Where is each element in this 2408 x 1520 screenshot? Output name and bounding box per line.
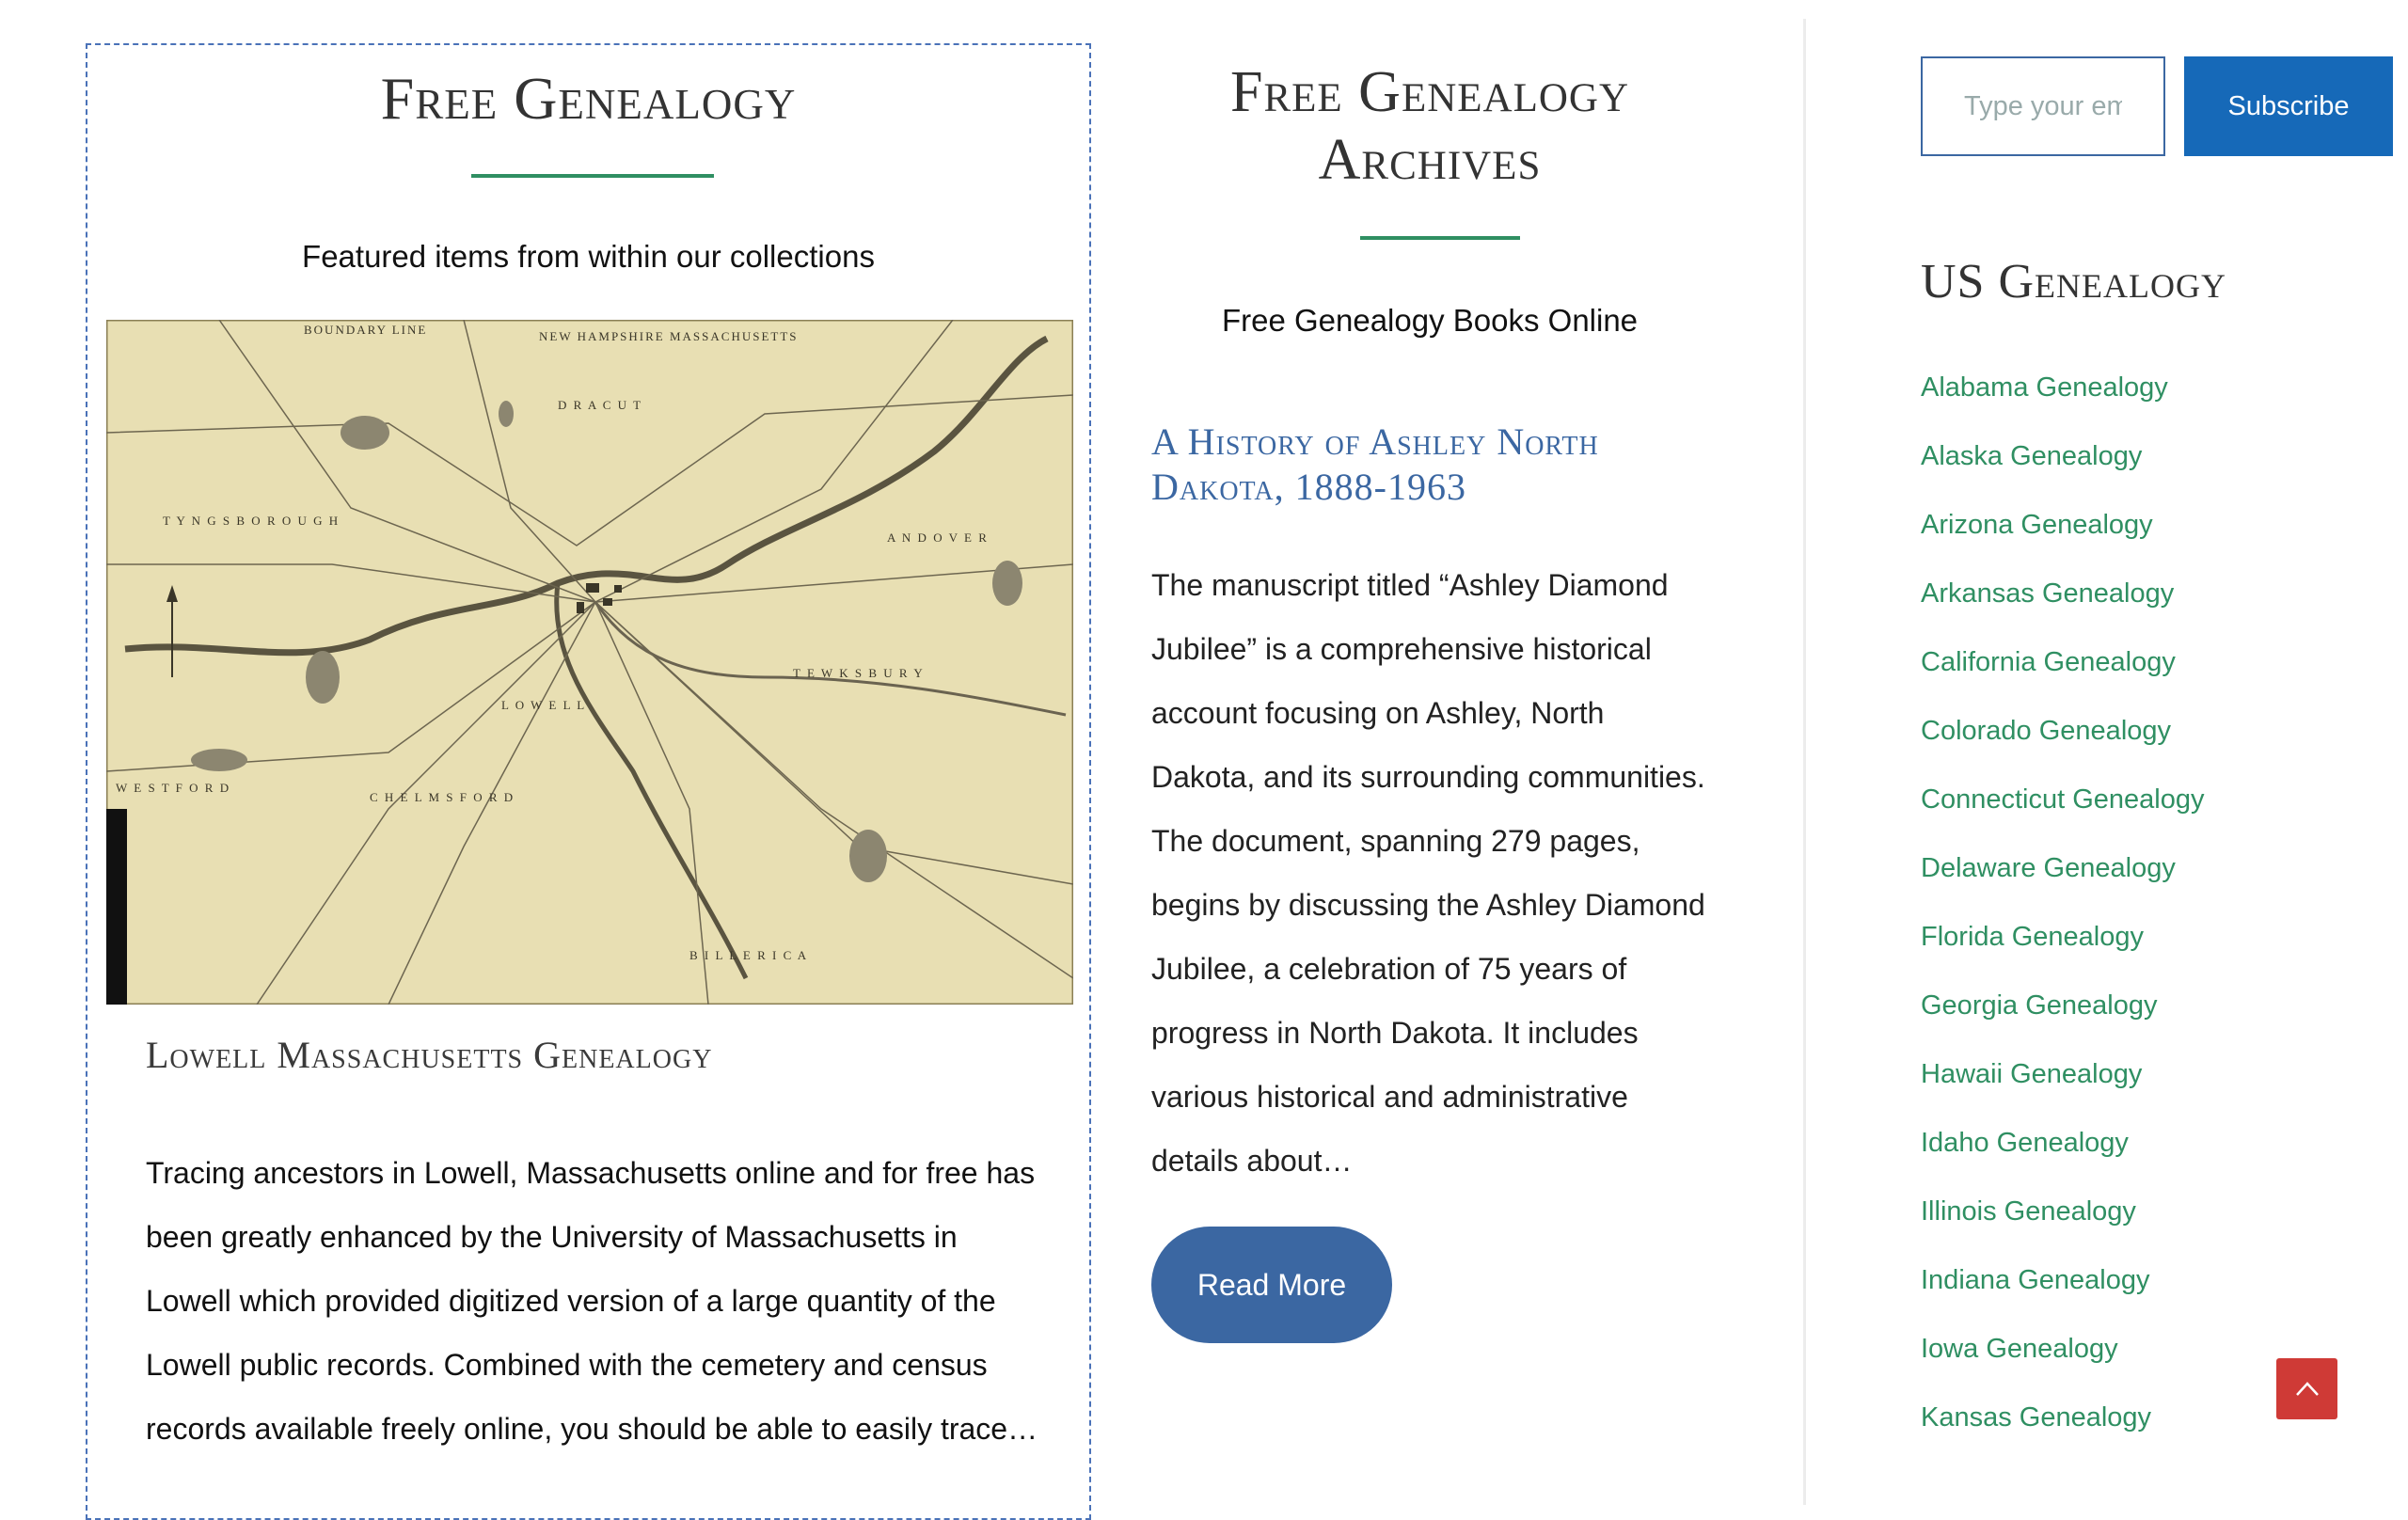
archives-subtitle: Free Genealogy Books Online bbox=[1221, 303, 1639, 338]
archives-title-divider bbox=[1360, 236, 1520, 240]
list-item bbox=[1921, 1331, 2204, 1400]
state-link-delaware[interactable]: Delaware Genealogy bbox=[1921, 853, 2176, 883]
featured-card bbox=[86, 43, 1091, 1520]
list-item bbox=[1921, 1125, 2204, 1194]
list-item bbox=[1921, 438, 2204, 507]
title-divider bbox=[471, 174, 714, 178]
chevron-up-icon bbox=[2293, 1375, 2321, 1403]
archives-title-line2: Archives bbox=[1318, 128, 1542, 192]
map-label-lowell: L O W E L L bbox=[501, 698, 587, 712]
map-label-andover: A N D O V E R bbox=[887, 530, 989, 545]
state-link-connecticut[interactable]: Connecticut Genealogy bbox=[1921, 784, 2205, 815]
state-link-idaho[interactable]: Idaho Genealogy bbox=[1921, 1128, 2129, 1158]
list-item bbox=[1921, 919, 2204, 988]
featured-section-title: Free Genealogy bbox=[380, 65, 797, 132]
list-item bbox=[1921, 507, 2204, 576]
map-label-tyngsborough: T Y N G S B O R O U G H bbox=[163, 514, 341, 528]
state-link-alaska[interactable]: Alaska Genealogy bbox=[1921, 441, 2143, 471]
state-link-indiana[interactable]: Indiana Genealogy bbox=[1921, 1265, 2150, 1295]
state-link-arizona[interactable]: Arizona Genealogy bbox=[1921, 510, 2153, 540]
email-input[interactable] bbox=[1921, 56, 2165, 156]
state-link-florida[interactable]: Florida Genealogy bbox=[1921, 922, 2144, 952]
post-title-lowell[interactable]: Lowell Massachusetts Genealogy bbox=[146, 1034, 713, 1076]
scroll-to-top-button[interactable] bbox=[2276, 1358, 2337, 1419]
state-link-illinois[interactable]: Illinois Genealogy bbox=[1921, 1196, 2136, 1227]
read-more-button[interactable]: Read More bbox=[1151, 1227, 1392, 1343]
map-label-chelmsford: C H E L M S F O R D bbox=[370, 790, 515, 804]
subscribe-button[interactable]: Subscribe bbox=[2184, 56, 2393, 156]
map-label-tewksbury: T E W K S B U R Y bbox=[793, 666, 925, 680]
state-link-california[interactable]: California Genealogy bbox=[1921, 647, 2176, 677]
list-item bbox=[1921, 370, 2204, 438]
archives-section-title bbox=[1152, 58, 1707, 194]
post-excerpt-ashley: The manuscript titled “Ashley Diamond Jubilee” is a comprehensive historical account focusing on Ashley, North Dakota, and its surrounding communities. The document, spanning 279 pages, begins by discussing the Ashley Diamond Jubilee, a celebration of 75 years of progress in North Dakota. It includes various historical and administrative details about… bbox=[1151, 568, 1705, 1178]
list-item bbox=[1921, 988, 2204, 1056]
list-item bbox=[1921, 576, 2204, 644]
list-item bbox=[1921, 713, 2204, 782]
list-item bbox=[1921, 850, 2204, 919]
post-excerpt-lowell: Tracing ancestors in Lowell, Massachusetts online and for free has been greatly enhanced by the University of Massachusetts in Lowell which provided digitized version of a large quantity of the Lowell public records. Combined with the cemetery and census records available freely online, you should be able to easily trace… bbox=[146, 1156, 1038, 1446]
lowell-map-image[interactable] bbox=[106, 320, 1073, 1005]
map-label-westford: W E S T F O R D bbox=[116, 781, 231, 795]
featured-subtitle: Featured items from within our collections bbox=[302, 239, 875, 274]
state-link-hawaii[interactable]: Hawaii Genealogy bbox=[1921, 1059, 2143, 1089]
archives-title-line1: Free Genealogy bbox=[1229, 60, 1630, 124]
us-genealogy-title: US Genealogy bbox=[1921, 255, 2226, 309]
list-item bbox=[1921, 1400, 2204, 1468]
state-link-colorado[interactable]: Colorado Genealogy bbox=[1921, 716, 2172, 746]
list-item bbox=[1921, 644, 2204, 713]
sidebar-divider bbox=[1803, 19, 1806, 1505]
map-label-new-hampshire: NEW HAMPSHIRE MASSACHUSETTS bbox=[539, 329, 799, 343]
map-label-boundary: BOUNDARY LINE bbox=[304, 323, 428, 337]
post-title-ashley[interactable]: A History of Ashley North Dakota, 1888-1963 bbox=[1151, 420, 1599, 508]
state-link-alabama[interactable]: Alabama Genealogy bbox=[1921, 372, 2168, 403]
state-link-arkansas[interactable]: Arkansas Genealogy bbox=[1921, 578, 2175, 609]
map-label-billerica: B I L L E R I C A bbox=[689, 948, 809, 962]
state-link-kansas[interactable]: Kansas Genealogy bbox=[1921, 1402, 2152, 1433]
state-links-list bbox=[1921, 370, 2204, 1468]
list-item bbox=[1921, 1262, 2204, 1331]
state-link-iowa[interactable]: Iowa Genealogy bbox=[1921, 1334, 2118, 1364]
list-item bbox=[1921, 1194, 2204, 1262]
map-label-dracut: D R A C U T bbox=[558, 398, 643, 412]
list-item bbox=[1921, 782, 2204, 850]
state-link-georgia[interactable]: Georgia Genealogy bbox=[1921, 990, 2158, 1021]
list-item bbox=[1921, 1056, 2204, 1125]
